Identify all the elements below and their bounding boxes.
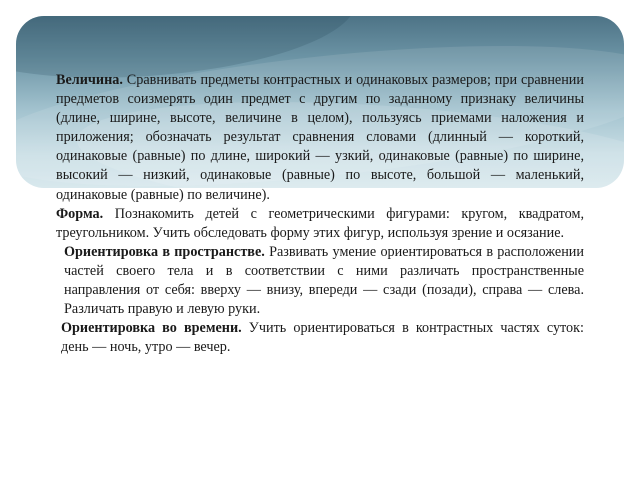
document-body [56,71,584,357]
paragraph-text: Познакомить детей с геометрическими фигурами: кругом, квадратом, треугольником. Учить обследовать форму этих фигур, используя зрение и осязание. [56,205,584,241]
paragraph-shape [56,205,584,243]
paragraph-space-orientation [56,243,584,319]
paragraph-time-orientation [56,319,584,357]
paragraph-heading: Величина. [56,72,123,88]
paragraph-heading: Ориентировка во времени. [61,320,242,337]
paragraph-text: Сравнивать предметы контрастных и одинаковых размеров; при сравнении предметов соизмерять один предмет с другим по заданному признаку величины (длине, ширине, высоте, величине в целом), пользуясь приемами наложения и приложения; обозначать результат сравнения словами (длинный — короткий, одинаковые (равные) по длине, широкий — узкий, одинаковые (равные) по ширине, высокий — низкий, одинаковые (равные) по высоте, большой — маленький, одинаковые (равные) по величине). [56,72,584,203]
paragraph-heading: Ориентировка в пространстве. [64,243,265,260]
paragraph-size [56,71,584,205]
paragraph-heading: Форма. [56,205,104,222]
paragraph-text: Учить ориентироваться в контрастных частях суток: день — ночь, утро — вечер. [61,320,584,356]
paragraph-text: Развивать умение ориентироваться в расположении частей своего тела и в соответствии с ними различать пространственные направления от себя: вверху — внизу, впереди — сзади (позади), справа — слева. Различать правую и левую руки. [64,243,584,318]
